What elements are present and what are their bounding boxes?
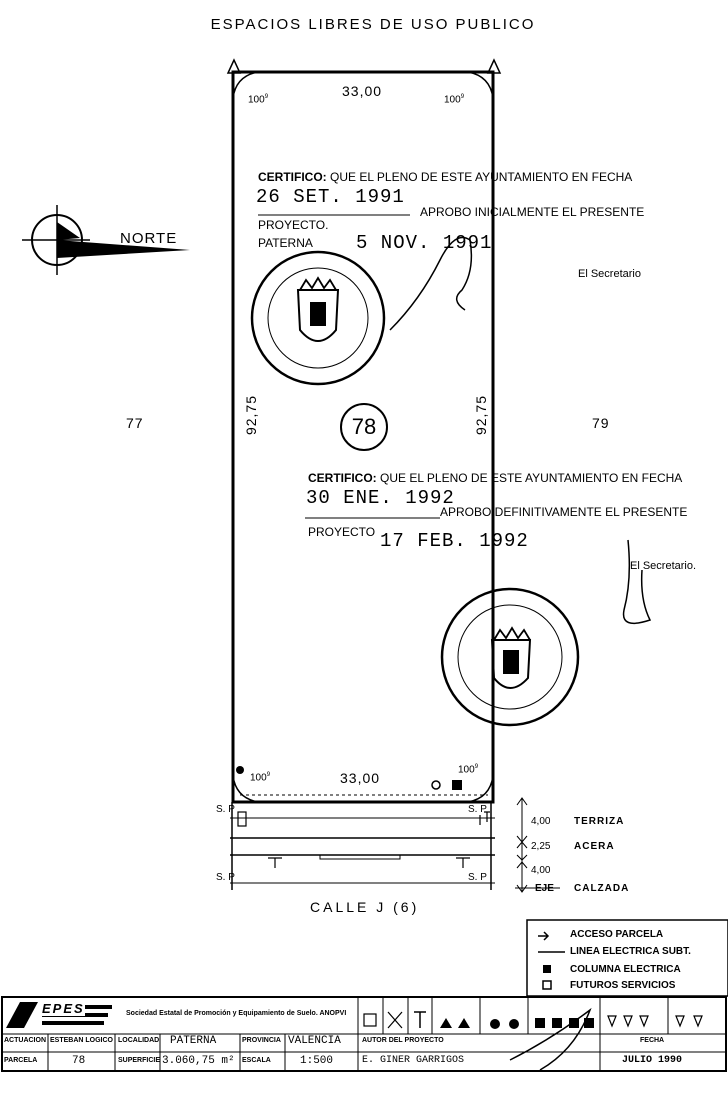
calzada-label: CALZADA bbox=[574, 883, 630, 894]
autor-value: E. GINER GARRIGOS bbox=[362, 1055, 465, 1066]
legend-item-acceso: ACCESO PARCELA bbox=[570, 929, 664, 940]
sp-label-bl: S. P bbox=[216, 872, 235, 883]
chamfer-br: $100^9$ bbox=[458, 764, 479, 776]
north-label: NORTE bbox=[120, 230, 178, 247]
seal-1 bbox=[252, 252, 384, 384]
neighbor-79: 79 bbox=[592, 415, 610, 431]
legend-item-futuros: FUTUROS SERVICIOS bbox=[570, 980, 676, 991]
plan-title: ESPACIOS LIBRES DE USO PUBLICO bbox=[210, 16, 536, 33]
sp-label-br: S. P bbox=[468, 872, 487, 883]
stamp1-line1: CERTIFICO: QUE EL PLENO DE ESTE AYUNTAMIENTO EN FECHA bbox=[258, 170, 633, 184]
legend-item-linea: LINEA ELECTRICA SUBT. bbox=[570, 946, 691, 957]
localidad-label: LOCALIDAD bbox=[118, 1037, 160, 1044]
terraza-dim: 4,00 bbox=[531, 816, 551, 827]
autor-label: AUTOR DEL PROYECTO bbox=[362, 1037, 444, 1044]
sp-label-tr: S. P bbox=[468, 804, 487, 815]
stamp2-proyecto: PROYECTO bbox=[308, 525, 376, 539]
corner-arc-br bbox=[468, 776, 493, 802]
chamfer-tl: $100^9$ bbox=[248, 94, 269, 106]
right-length-dim: 92,75 bbox=[473, 395, 489, 436]
chamfer-tr: $100^9$ bbox=[444, 94, 465, 106]
stamp2-line2: APROBO DEFINITIVAMENTE EL PRESENTE bbox=[440, 505, 688, 519]
actuacion-value: ESTEBAN LOGICO bbox=[50, 1037, 114, 1044]
localidad-value: PATERNA bbox=[170, 1035, 217, 1047]
stamp1-secretario: El Secretario bbox=[578, 268, 641, 280]
seal-2 bbox=[442, 589, 578, 725]
left-length-dim: 92,75 bbox=[243, 395, 259, 436]
epes-logo: EPES bbox=[42, 1001, 85, 1016]
corner-arc-tr bbox=[468, 72, 493, 98]
street-name: CALLE J (6) bbox=[310, 899, 420, 915]
parcela-label: PARCELA bbox=[4, 1057, 38, 1064]
fecha-label: FECHA bbox=[640, 1037, 665, 1044]
escala-value: 1:500 bbox=[300, 1055, 334, 1067]
acera-label: ACERA bbox=[574, 841, 615, 852]
terraza-label: TERRIZA bbox=[574, 816, 625, 827]
bottom-width-dim: 33,00 bbox=[340, 770, 381, 786]
stamp2-date1: 30 ENE. 1992 bbox=[306, 487, 455, 509]
column-marker bbox=[236, 766, 244, 774]
superficie-value: 3.060,75 m² bbox=[162, 1055, 235, 1067]
company-name: Sociedad Estatal de Promoción y Equipamiento de Suelo. ANOPVI bbox=[126, 1010, 347, 1017]
stamp1-line2: APROBO INICIALMENTE EL PRESENTE bbox=[420, 205, 645, 219]
legend-item-columna: COLUMNA ELECTRICA bbox=[570, 964, 681, 975]
chamfer-bl: $100^9$ bbox=[250, 772, 271, 784]
superficie-label: SUPERFICIE bbox=[118, 1057, 161, 1064]
fecha-value: JULIO 1990 bbox=[622, 1055, 683, 1066]
calzada-dim: 4,00 bbox=[531, 865, 551, 876]
eje-label: EJE bbox=[535, 883, 554, 894]
stamp2-secretario: El Secretario. bbox=[630, 560, 697, 572]
top-width-dim: 33,00 bbox=[342, 83, 383, 99]
stamp1-date2: 5 NOV. 1991 bbox=[356, 232, 493, 254]
stamp2-date2: 17 FEB. 1992 bbox=[380, 530, 529, 552]
signature-2 bbox=[624, 540, 650, 623]
provincia-label: PROVINCIA bbox=[242, 1037, 281, 1044]
escala-label: ESCALA bbox=[242, 1057, 271, 1064]
stamp1-date1: 26 SET. 1991 bbox=[256, 186, 405, 208]
stamp2-line1: CERTIFICO: QUE EL PLENO DE ESTE AYUNTAMIENTO EN FECHA bbox=[308, 471, 683, 485]
actuacion-label: ACTUACION bbox=[4, 1037, 46, 1044]
stamp1-proyecto: PROYECTO. bbox=[258, 218, 329, 232]
sp-label-tl: S. P bbox=[216, 804, 235, 815]
services-marker bbox=[452, 780, 462, 790]
provincia-value: VALENCIA bbox=[288, 1035, 341, 1047]
stamp1-paterna: PATERNA bbox=[258, 236, 313, 250]
neighbor-77: 77 bbox=[126, 415, 144, 431]
parcela-value: 78 bbox=[72, 1055, 86, 1067]
acera-dim: 2,25 bbox=[531, 841, 551, 852]
parcel-number-badge: 78 bbox=[340, 403, 388, 451]
